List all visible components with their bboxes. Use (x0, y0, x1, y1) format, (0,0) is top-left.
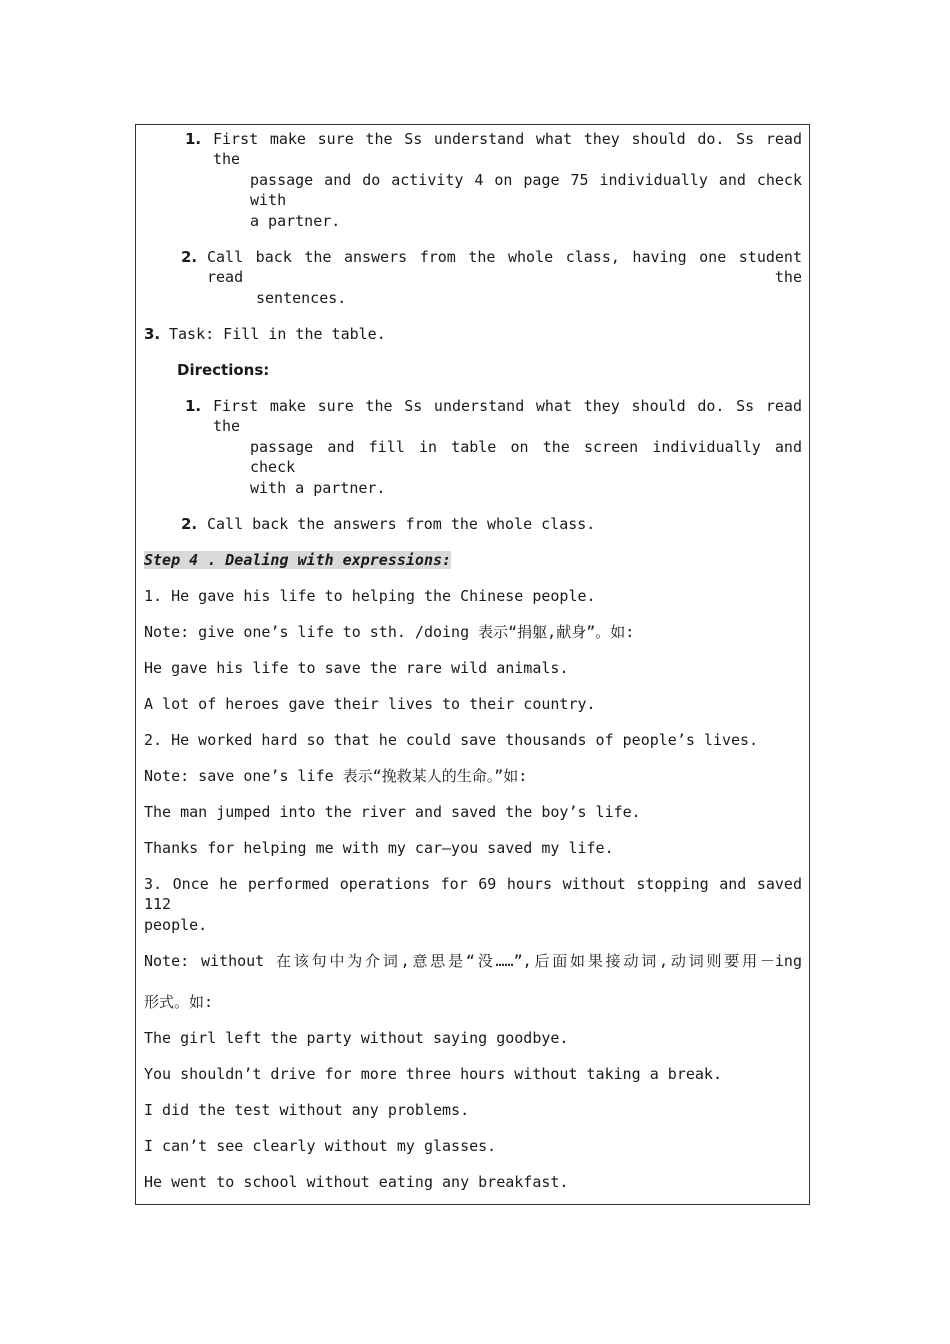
list-item-text: Call back the answers from the whole class, having one student read the (207, 248, 802, 286)
directions-heading: Directions: (177, 361, 270, 379)
example-sentence: I did the test without any problems. (144, 1101, 470, 1119)
example-sentence: He gave his life to save the rare wild animals. (144, 659, 569, 677)
expression-note: Note: give one’s life to sth. /doing 表示“捐躯,献身”。如: (144, 623, 635, 641)
task-number: 3. (144, 325, 161, 343)
list-item-text: passage and do activity 4 on page 75 individually and check with (250, 171, 802, 209)
list-item-text: passage and fill in table on the screen individually and check (250, 438, 802, 476)
expression-sentence-cont: people. (144, 916, 208, 934)
example-sentence: The girl left the party without saying goodbye. (144, 1029, 569, 1047)
expression-note: Note: save one’s life 表示“挽救某人的生命。”如: (144, 767, 528, 785)
example-sentence: Thanks for helping me with my car—you saved my life. (144, 839, 614, 857)
example-sentence: You shouldn’t drive for more three hours without taking a break. (144, 1065, 722, 1083)
list-item-text: Call back the answers from the whole class. (207, 515, 596, 533)
list-item-text: First make sure the Ss understand what they should do. Ss read the (213, 130, 802, 168)
list-number: 1. (185, 130, 202, 148)
expression-sentence: 3. Once he performed operations for 69 hours without stopping and saved 112 (144, 875, 802, 913)
example-sentence: The man jumped into the river and saved the boy’s life. (144, 803, 641, 821)
example-sentence: He went to school without eating any breakfast. (144, 1173, 569, 1191)
list-number: 2. (181, 248, 198, 266)
list-item-text: with a partner. (250, 479, 386, 497)
expression-sentence: 2. He worked hard so that he could save thousands of people’s lives. (144, 731, 759, 749)
list-item-text: a partner. (250, 212, 341, 230)
example-sentence: I can’t see clearly without my glasses. (144, 1137, 497, 1155)
example-sentence: A lot of heroes gave their lives to their country. (144, 695, 596, 713)
list-number: 1. (185, 397, 202, 415)
expression-note: Note: without 在该句中为介词,意思是“没……”,后面如果接动词,动词则要用－ing (144, 952, 802, 970)
expression-note-cont: 形式。如: (144, 993, 214, 1011)
list-item-text: sentences. (256, 289, 347, 307)
list-number: 2. (181, 515, 198, 533)
step-heading: Step 4 . Dealing with expressions: (144, 551, 452, 569)
list-item-text: First make sure the Ss understand what they should do. Ss read the (213, 397, 802, 435)
task-title: Task: Fill in the table. (169, 325, 386, 343)
expression-sentence: 1. He gave his life to helping the Chinese people. (144, 587, 596, 605)
